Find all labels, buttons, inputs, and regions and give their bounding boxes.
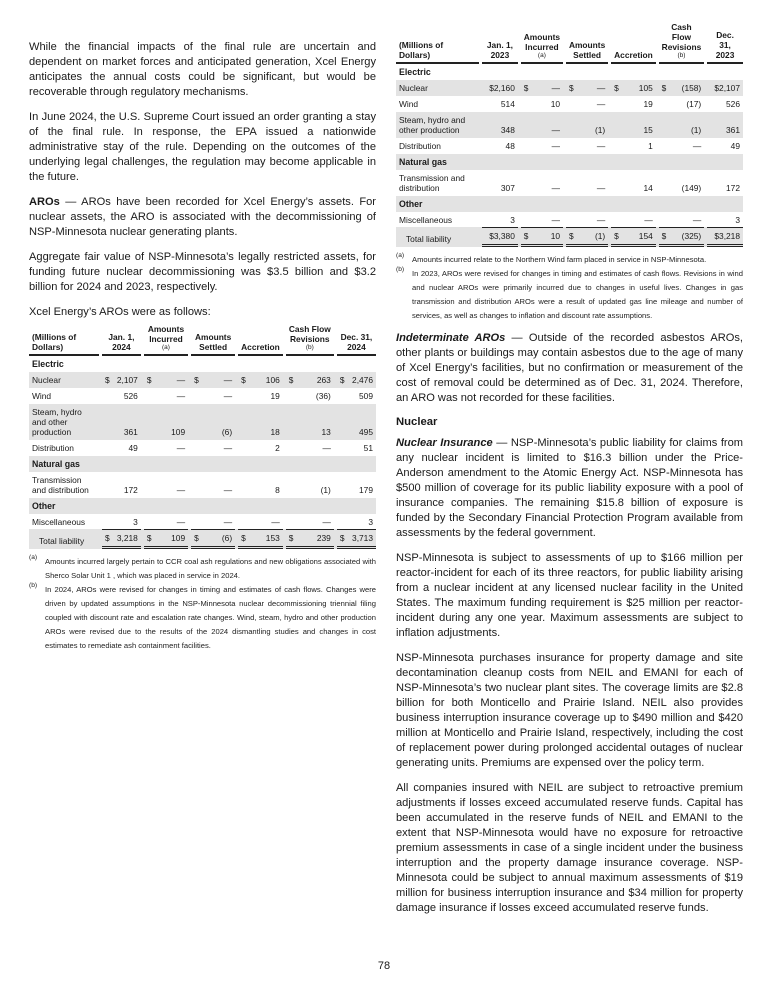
aro-table-2023 — [396, 22, 743, 247]
table-row: Distribution 48 — — 1 — 49 — [399, 141, 740, 151]
reactor-assessments-paragraph: NSP-Minnesota is subject to assessments of up to $166 million per reactor-incident for each of its three reactors, for public liability arising from a nuclear incident at any licensed nuclear facility in the United States. The maximum funding requirement is $25 million per reactor-incident during any one year. Maximum assessments are subject to inflation adjustments. — [396, 552, 743, 639]
col-header-label: (Millions of Dollars) — [29, 324, 99, 356]
col-header-incurred: Amounts Incurred (a) — [521, 22, 563, 64]
supreme-court-paragraph: In June 2024, the U.S. Supreme Court issued an order granting a stay of the final rule. In response, the EPA issued a nationwide administrative stay of the rule. Depending on the outcomes of the underlying legal challenges, the regulation may become applicable in the future. — [29, 111, 376, 183]
aro-table-intro: Xcel Energy’s AROs were as follows: — [29, 306, 211, 318]
col-header-end: Dec. 31, 2023 — [707, 22, 743, 64]
indeterminate-aros-heading: Indeterminate AROs — [396, 332, 506, 344]
aros-text: — AROs have been recorded for Xcel Energy’s assets. For nuclear assets, the ARO is associated with the decommissioning of NSP-Minnesota nuclear generating plants. — [29, 196, 376, 238]
table-row: Nuclear $ 2,107 $ — $ — $ 106 $ 263 $ 2,476 — [29, 372, 376, 388]
col-header-label: (Millions of Dollars) — [396, 22, 479, 64]
aros-paragraph — [29, 195, 376, 240]
aro-table-2024 — [29, 324, 376, 549]
footnote-a: (a) Amounts incurred largely pertain to CCR coal ash regulations and new obligations associated with Sherco Solar Unit 1 , which was placed in service in 2024. — [29, 554, 376, 580]
table-footnotes-2024 — [29, 555, 376, 653]
footnote-ref-b: (b) — [677, 52, 686, 59]
aggregate-fair-value-paragraph: Aggregate fair value of NSP-Minnesota’s legally restricted assets, for funding future nuclear decommissioning was $3.5 billion and $3.2 billion for 2024 and 2023, respectively. — [29, 251, 376, 293]
table-header-row — [396, 22, 743, 64]
aros-heading: AROs — [29, 196, 60, 208]
page-number: 78 — [377, 960, 391, 972]
col-header-revisions: Cash Flow Revisions (b) — [286, 324, 334, 356]
col-header-accretion: Accretion — [611, 22, 656, 64]
footnote-b: (b) In 2024, AROs were revised for changes in timing and estimates of cash flows. Changes were driven by updated assumptions in the NSP-Minnesota nuclear decommissioning triennial filing coupled with discount rate and escalation rate changes. Wind, steam, hydro and other production AROs were revised due to the results of the 2024 dismantling studies and changes in cost estimates to remediate ash containment facilities. — [29, 582, 376, 650]
footnote-ref-a: (a) — [161, 344, 170, 351]
property-insurance-paragraph: NSP-Minnesota purchases insurance for property damage and site decontamination cleanup costs from NEIL and EMANI for each of NSP-Minnesota’s two nuclear plant sites. The coverage limits are $2.8 billion for both Monticello and Prairie Island. NEIL also provides business interruption insurance coverage up to $490 million and $420 million at Monticello and Prairie Island, respectively, including the cost of replacement power during prolonged accidental outages of nuclear generating units. Premiums are expensed over the policy term. — [396, 652, 743, 769]
table-row: Distribution 49 — — 2 — 51 — [32, 443, 373, 453]
col-header-begin: Jan. 1, 2023 — [482, 22, 518, 64]
total-row: Total liability $3,380 $ 10 $ (1) $ 154 $ (325) $3,218 — [396, 227, 743, 247]
nuclear-insurance-paragraph: Nuclear Insurance — NSP-Minnesota’s public liability for claims from any nuclear incident is limited to $16.3 billion under the Price-Anderson amendment to the Atomic Energy Act. NSP-Minnesota has $500 million of coverage for its public liability exposure with a pool of insurance companies. The remaining $15.8 billion of exposure is funded by the Secondary Financial Protection Program available from assessments by the federal government. — [396, 437, 744, 539]
total-row: Total liability $ 3,218 $ 109 $ (6) $ 153 $ 239 $ 3,713 — [29, 529, 376, 549]
footnote-b: (b) In 2023, AROs were revised for changes in timing and estimates of cash flows. Revisions in wind and nuclear AROs were primarily incurred due to changes in useful lives. Changes in gas transmission and distribution AROs were a result of updated gas line mileage and number of services, as well as changes to inflation and discount rate assumptions. — [396, 266, 743, 320]
retroactive-premium-paragraph: All companies insured with NEIL are subject to retroactive premium adjustments if losses exceed accumulated reserve funds. Capital has been accumulated in the reserve funds of NEIL and EMANI to the extent that NSP-Minnesota would have no exposure for retroactive premium assessments in case of a single incident under the business interruption and the property damage insurance coverage. NSP-Minnesota could be subject to annual maximum assessments of $19 million for business interruption insurance and $34 million for property damage insurance if losses exceed accumulated reserve funds. — [396, 782, 743, 914]
nuclear-insurance-heading: Nuclear Insurance — [396, 437, 493, 449]
table-row: Miscellaneous 3 — — — — 3 — [32, 517, 373, 527]
footnote-ref-a: (a) — [537, 52, 546, 59]
indeterminate-aros-paragraph: Indeterminate AROs — Outside of the recorded asbestos AROs, other plants or buildings may contain asbestos due to the age of many of Xcel Energy’s facilities, but no confirmation or measurement of the cost of removal could be determined as of Dec. 31, 2024. Therefore, an ARO was not recorded for these facilities. — [396, 332, 743, 404]
col-header-settled: Amounts Settled — [566, 22, 608, 64]
right-column — [396, 22, 743, 926]
ccr-impact-paragraph: While the financial impacts of the final rule are uncertain and dependent on market forces and anticipated generation, Xcel Energy anticipates the annual costs could be significant, but would be recoverable through regulatory mechanisms. — [29, 41, 376, 98]
table-row: Transmission and distribution 172 — — 8 (1) 179 — [32, 475, 373, 495]
footnote-ref-b: (b) — [305, 344, 314, 351]
category-row-natural-gas: Natural gas — [29, 456, 376, 472]
category-row-electric: Electric — [399, 67, 431, 77]
col-header-revisions: Cash Flow Revisions (b) — [659, 22, 705, 64]
col-header-end: Dec. 31, 2024 — [337, 324, 376, 356]
nuclear-section-heading: Nuclear — [396, 416, 438, 428]
table-row: Transmission and distribution 307 — — 14 (149) 172 — [399, 173, 740, 193]
table-row: Steam, hydro and other production 361 109 (6) 18 13 495 — [29, 404, 376, 440]
footnote-a: (a) Amounts incurred relate to the Northern Wind farm placed in service in NSP-Minnesota. — [396, 252, 707, 264]
category-row-other: Other — [396, 196, 743, 212]
col-header-accretion: Accretion — [238, 324, 283, 356]
category-row-other: Other — [29, 498, 376, 514]
table-row: Steam, hydro and other production 348 — (1) 15 (1) 361 — [396, 112, 743, 138]
category-row-natural-gas: Natural gas — [396, 154, 743, 170]
table-row: Wind 514 10 — 19 (17) 526 — [399, 99, 740, 109]
table-row: Miscellaneous 3 — — — — 3 — [399, 215, 740, 225]
category-row-electric: Electric — [32, 359, 64, 369]
col-header-incurred: Amounts Incurred (a) — [144, 324, 188, 356]
table-footnotes-2023 — [396, 253, 743, 323]
table-row: Nuclear $2,160 $ — $ — $ 105 $ (158) $2,107 — [396, 80, 743, 96]
left-column — [29, 40, 376, 653]
col-header-begin: Jan. 1, 2024 — [102, 324, 141, 356]
table-header-row — [29, 324, 376, 356]
table-row: Wind 526 — — 19 (36) 509 — [32, 391, 373, 401]
col-header-settled: Amounts Settled — [191, 324, 235, 356]
